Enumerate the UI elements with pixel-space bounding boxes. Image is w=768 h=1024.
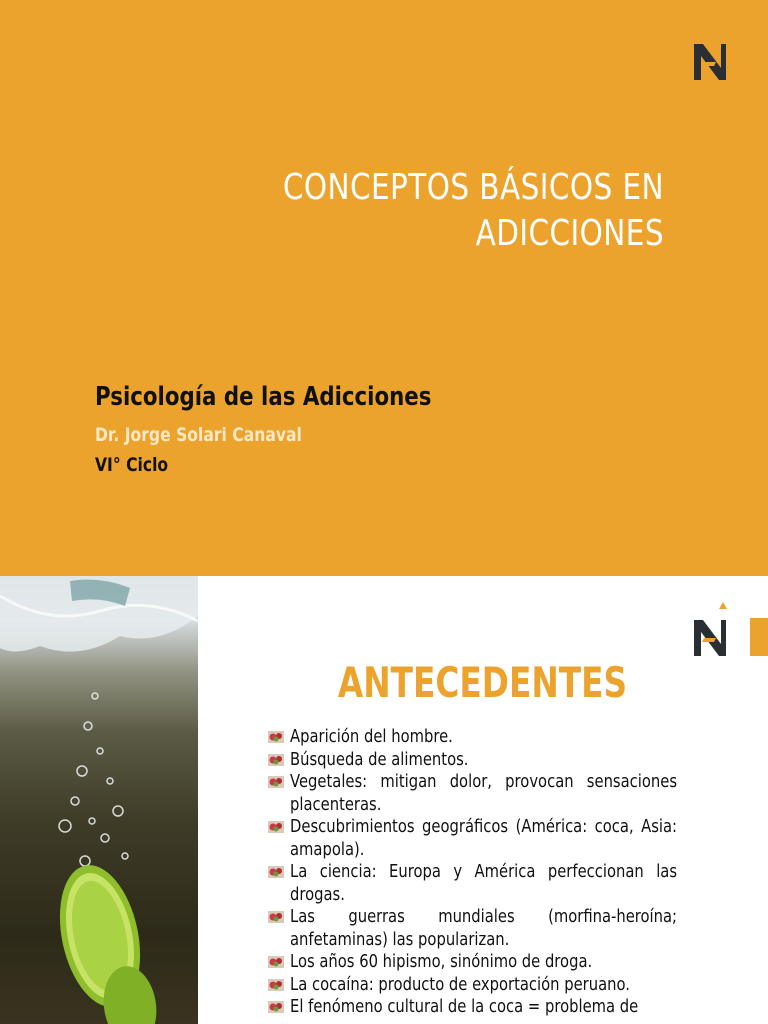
list-item bbox=[268, 726, 676, 749]
antecedentes-list bbox=[268, 726, 768, 1019]
list-item-text: La cocaína: producto de exportación peruano. bbox=[290, 973, 630, 995]
flower-bullet-icon bbox=[268, 754, 284, 766]
flower-bullet-icon bbox=[268, 731, 284, 743]
list-item-text: Los años 60 hipismo, sinónimo de droga. bbox=[290, 951, 593, 972]
cycle-label: VI° Ciclo bbox=[95, 454, 169, 476]
lime-water-photo bbox=[0, 576, 198, 1024]
title-line-2: ADICCIONES bbox=[475, 213, 664, 254]
university-logo-icon bbox=[690, 600, 734, 660]
list-item bbox=[268, 816, 676, 861]
list-item-text: Las guerras mundiales (morfina-heroína; anfetaminas) las popularizan. bbox=[290, 906, 678, 950]
course-name: Psicología de las Adicciones bbox=[95, 382, 432, 412]
slide-heading: ANTECEDENTES bbox=[337, 658, 628, 707]
flower-bullet-icon bbox=[268, 911, 284, 923]
list-item-text: Búsqueda de alimentos. bbox=[290, 748, 469, 770]
list-item-text: Aparición del hombre. bbox=[290, 726, 453, 747]
flower-bullet-icon bbox=[268, 866, 284, 878]
list-item bbox=[268, 951, 676, 974]
list-item-text: El fenómeno cultural de la coca = problema de bbox=[290, 996, 639, 1017]
list-item bbox=[268, 906, 676, 951]
flower-bullet-icon bbox=[268, 821, 284, 833]
list-item bbox=[268, 861, 676, 906]
flower-bullet-icon bbox=[268, 956, 284, 968]
accent-tab bbox=[750, 618, 768, 656]
list-item bbox=[268, 996, 676, 1019]
flower-bullet-icon bbox=[268, 1001, 284, 1013]
list-item-text: Vegetales: mitigan dolor, provocan sensaciones placenteras. bbox=[290, 771, 678, 815]
antecedentes-slide bbox=[0, 576, 768, 1024]
university-logo-icon bbox=[690, 24, 734, 84]
list-item-text: Descubrimientos geográficos (América: coca, Asia: amapola). bbox=[290, 816, 678, 860]
list-item-text: La ciencia: Europa y América perfeccionan las drogas. bbox=[290, 861, 678, 905]
list-item bbox=[268, 749, 676, 772]
slide-title bbox=[238, 165, 664, 257]
teacher-name: Dr. Jorge Solari Canaval bbox=[95, 424, 302, 446]
flower-bullet-icon bbox=[268, 776, 284, 788]
list-item bbox=[268, 974, 676, 997]
list-item bbox=[268, 771, 676, 816]
flower-bullet-icon bbox=[268, 979, 284, 991]
title-line-1: CONCEPTOS BÁSICOS EN bbox=[282, 167, 664, 208]
